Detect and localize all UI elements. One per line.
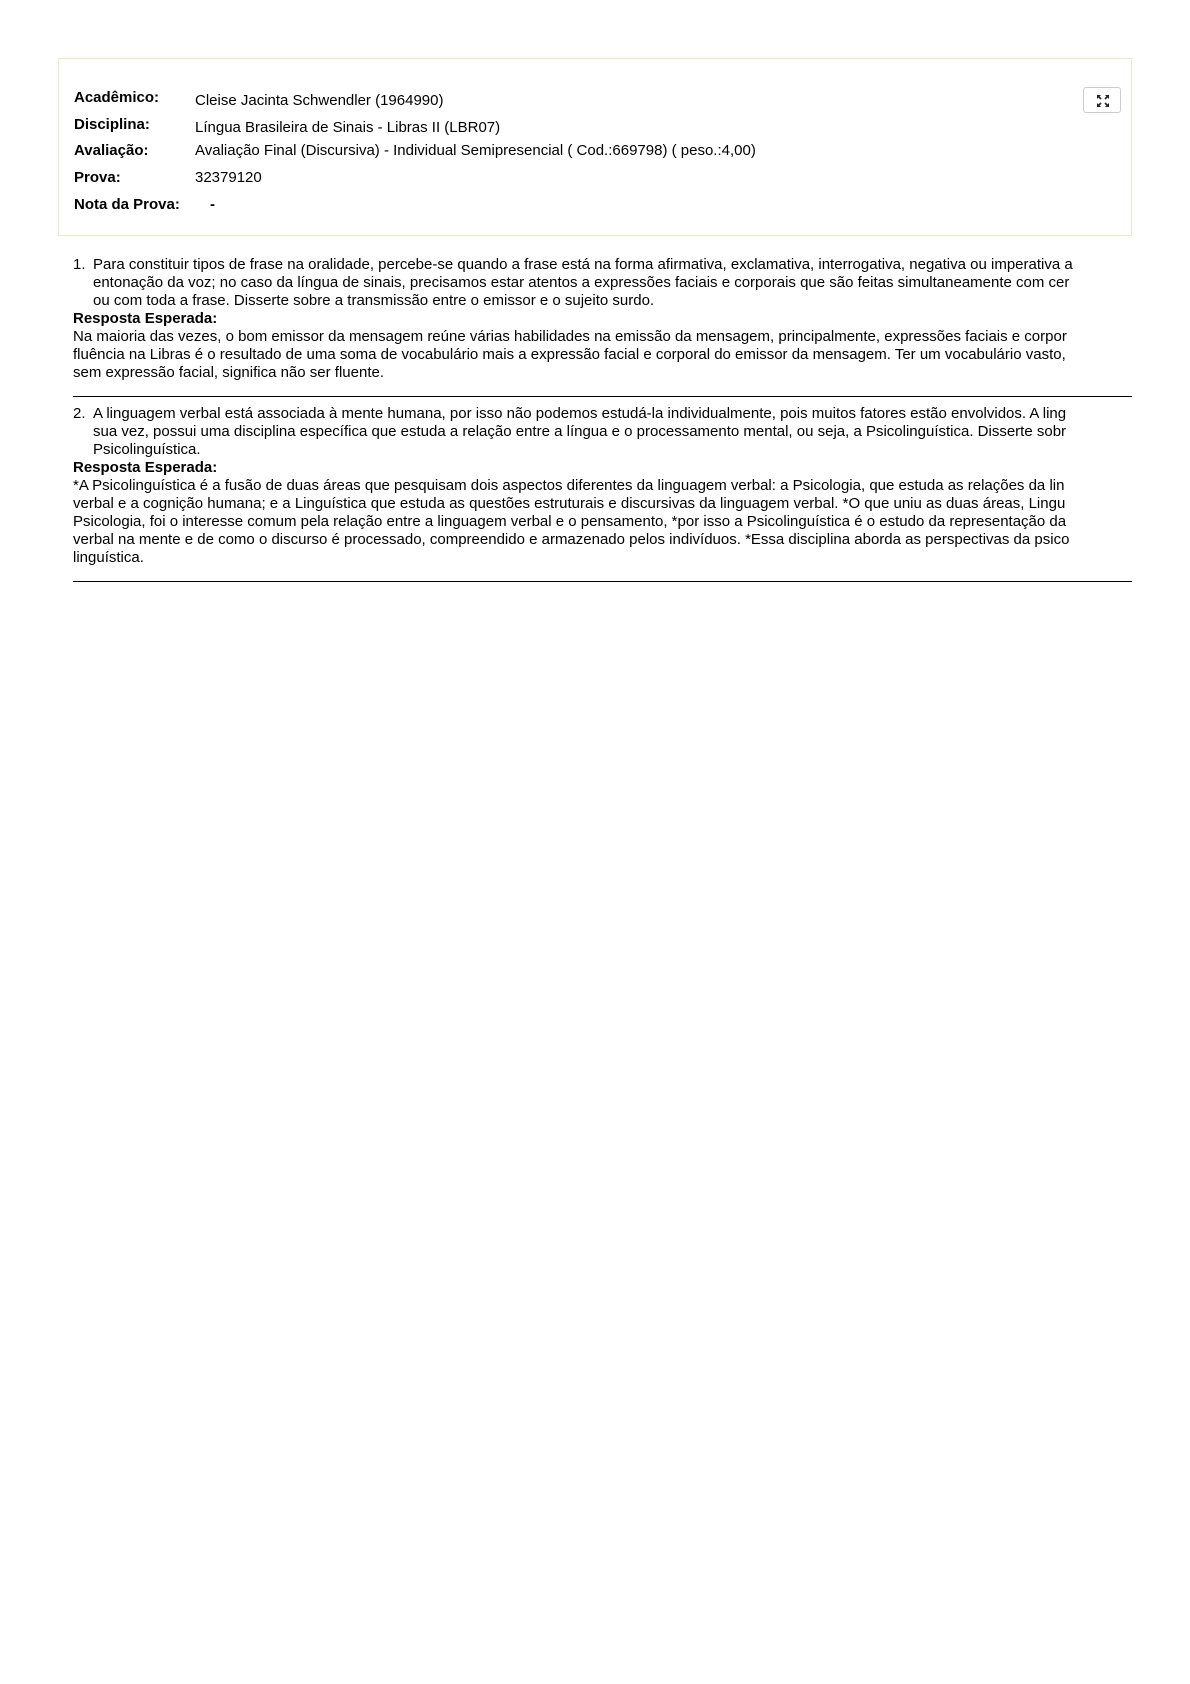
question-number: 1. [73, 256, 86, 273]
expected-answer [73, 328, 1132, 382]
answer-label: Resposta Esperada: [73, 459, 218, 476]
question-line: sua vez, possui uma disciplina específica que estuda a relação entre a língua e o processamento mental, ou seja, a Psicolinguística. Disserte sobr [93, 423, 1067, 440]
answer-line: verbal e a cognição humana; e a Linguística que estuda as questões estruturais e discursivas da linguagem verbal. *O que uniu as duas áreas, Lingu [73, 495, 1066, 512]
question-line: A linguagem verbal está associada à mente humana, por isso não podemos estudá-la individualmente, pois muitos fatores estão envolvidos. A ling [93, 405, 1067, 422]
questions-list [73, 256, 1132, 590]
question-line: Para constituir tipos de frase na oralidade, percebe-se quando a frase está na forma afirmativa, exclamativa, interrogativa, negativa ou imperativa a [93, 256, 1073, 273]
answer-line: Psicologia, foi o interesse comum pela relação entre a linguagem verbal e o pensamento, *por isso a Psicolinguística é o estudo da representação da [73, 513, 1067, 530]
question-number: 2. [73, 405, 86, 422]
answer-line: verbal na mente e de como o discurso é processado, compreendido e armazenado pelos indivíduos. *Essa disciplina aborda as perspectivas da psico [73, 531, 1070, 548]
info-label: Nota da Prova: [74, 196, 180, 213]
expand-icon [1096, 94, 1110, 108]
exam-info-panel [58, 58, 1132, 236]
expected-answer [73, 477, 1132, 567]
answer-line: sem expressão facial, significa não ser fluente. [73, 364, 384, 381]
answer-line: *A Psicolinguística é a fusão de duas áreas que pesquisam dois aspectos diferentes da linguagem verbal: a Psicologia, que estuda as relações da lin [73, 477, 1065, 494]
answer-line: fluência na Libras é o resultado de uma soma de vocabulário mais a expressão facial e corporal do emissor da mensagem. Ter um vocabulário vasto, [73, 346, 1066, 363]
question-text [93, 256, 1132, 310]
info-label: Avaliação: [74, 142, 149, 159]
info-label: Disciplina: [74, 116, 150, 133]
question-line: ou com toda a frase. Disserte sobre a transmissão entre o emissor e o sujeito surdo. [93, 292, 655, 309]
divider [73, 581, 1132, 582]
info-value: Cleise Jacinta Schwendler (1964990) [195, 92, 444, 109]
question-text [93, 405, 1132, 459]
info-value: - [210, 196, 215, 213]
question-item [73, 256, 1132, 382]
info-label: Acadêmico: [74, 89, 160, 106]
info-label: Prova: [74, 169, 121, 186]
question-item [73, 405, 1132, 567]
answer-label: Resposta Esperada: [73, 310, 218, 327]
answer-line: Na maioria das vezes, o bom emissor da mensagem reúne várias habilidades na emissão da mensagem, principalmente, expressões faciais e corpor [73, 328, 1067, 345]
answer-line: linguística. [73, 549, 144, 566]
expand-button[interactable] [1083, 87, 1121, 113]
divider [73, 396, 1132, 397]
question-line: Psicolinguística. [93, 441, 201, 458]
question-line: entonação da voz; no caso da língua de sinais, precisamos estar atentos a expressões faciais e corporais que são feitas simultaneamente com cer [93, 274, 1070, 291]
info-value: Avaliação Final (Discursiva) - Individual Semipresencial ( Cod.:669798) ( peso.:4,00) [195, 142, 756, 159]
info-value: 32379120 [195, 169, 262, 186]
info-value: Língua Brasileira de Sinais - Libras II (LBR07) [195, 119, 501, 136]
